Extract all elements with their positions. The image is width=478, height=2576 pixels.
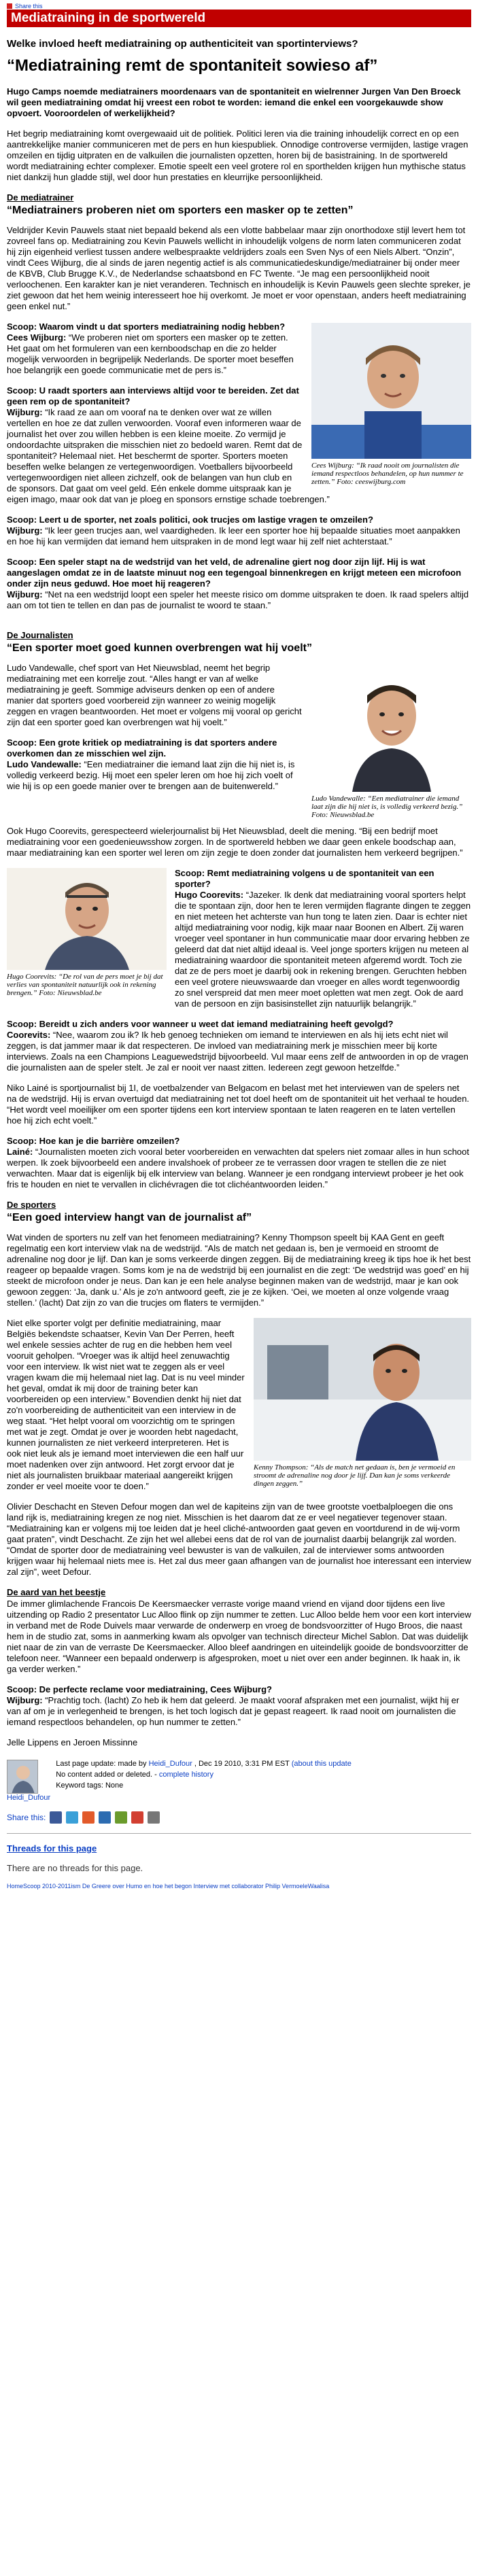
author-avatar-block[interactable]	[7, 1760, 50, 1802]
section-subtitle-sporters: “Een goed interview hangt van de journalist af”	[7, 1212, 252, 1223]
qa-item	[7, 1019, 471, 1073]
question: Scoop: Waarom vindt u dat sporters mediatraining nodig hebben?	[7, 321, 286, 332]
content-change-note: No content added or deleted. -	[56, 1771, 157, 1779]
last-update-label: Last page update: made by	[56, 1760, 147, 1768]
section-title-journalisten: De Journalisten	[7, 630, 73, 640]
portrait-graphic	[311, 323, 471, 459]
portrait-image	[311, 323, 471, 459]
author-link[interactable]: Heidi_Dufour	[148, 1760, 192, 1768]
section-title-beestje: De aard van het beestje	[7, 1587, 106, 1597]
portrait-image	[7, 868, 167, 970]
page-title: Mediatraining in de sportwereld	[7, 10, 471, 27]
portrait-graphic	[311, 663, 471, 792]
answer: “Net na een wedstrijd loopt een speler het meeste risico om domme uitspraken te doen. Ik raad spelers altijd aan om tot tien te tellen en dan pas de journalist te woord te staan.”	[7, 589, 469, 610]
portrait-image	[254, 1318, 471, 1461]
question: Scoop: U raadt sporters aan interviews altijd voor te bereiden. Zet dat geen rem op de spontaniteit?	[7, 385, 299, 406]
speaker: Wijburg:	[7, 525, 43, 536]
email-icon[interactable]	[148, 1811, 160, 1824]
delicious-icon[interactable]	[99, 1811, 111, 1824]
speaker: Hugo Coorevits:	[175, 890, 244, 900]
question: Scoop: Leert u de sporter, net zoals politici, ook trucjes om lastige vragen te omzeilen?	[7, 515, 373, 525]
answer: “Ik leer geen trucjes aan, wel vaardigheden. Ik leer een sporter hoe hij bepaalde situaties moet aanpakken en hoe hij kan vermijden dat iemand hem uitspraken in de mond legt waar hij zelf niet achterstaat.”	[7, 525, 460, 546]
speaker: Wijburg:	[7, 589, 43, 599]
speaker: Lainé:	[7, 1147, 33, 1157]
headline: “Mediatraining remt de spontaniteit sowieso af”	[7, 56, 378, 75]
qa-item	[7, 557, 471, 611]
beestje-para1: De immer glimlachende Francois De Keersmaecker verraste vorige maand vriend en vijand door tijdens een live uitzending op Radio 2 presentator Luc Alloo flink op zijn nummer te zetten. Luc Alloo belde hem voor een kort interview in verband met de Rode Duivels maar verwarde de onderwerp en vroeg de bondsvoorzitter of Hugo Broos, die naast hem in de studio zat, soms in aanmerking kwam als opvolger van technisch directeur Michel Sablon. Dat was duidelijk niet naar de zin van de verraste De Keersmaecker. Alloo bleef aandringen en uiteindelijk gooide de bondsvoorzitter de telefoon neer. “Wanneer een bepaald onderwerp is afgesproken, moet u niet over een ander beginnen. Ik haak in, ik ga verder werken.”	[7, 1599, 471, 1674]
answer: “We proberen niet om sporters een masker op te zetten. Het gaat om het formuleren van een kernboodschap en die zo helder mogelijk verwoorden in begrijpelijk Nederlands. De sporter moet beseffen hoe belangrijk een goede communicatie met de pers is.”	[7, 332, 294, 375]
google-icon[interactable]	[131, 1811, 143, 1824]
speaker: Cees Wijburg:	[7, 332, 67, 343]
sporters-intro: Wat vinden de sporters nu zelf van het fenomeen mediatraining? Kenny Thompson speelt bij KAA Gent en geeft regelmatig een kort interview vlak na de wedstrijd. “Als de match net gedaan is, ben je vermoeid en stroomt de adrenaline nog door je lijf. Dan kan je soms verkeerde dingen zeggen. Bij de mediatraining kreeg ik tips hoe ik het best reageer op bepaalde vragen. Soms kom je na de wedstrijd bij een journalist en die zegt: ‘De wedstrijd was goed’ en hij steekt de microfoon onder je neus. Dan kan je een hele analyse beginnen maken van de wedstrijd, maar je kan ook gewoon zeggen: ‘Ja, dank u.’ Als je zo'n antwoord geeft, zie je ze kijken. ‘Oei, we moeten al onze volgende vraag stellen.’ (lacht) Dat zijn zo van die trucjes om flaters te vermijden.”	[7, 1232, 471, 1308]
section-subtitle-journalisten: “Een sporter moet goed kunnen overbrengen wat hij voelt”	[7, 642, 312, 654]
bottom-nav-links[interactable]: HomeScoop 2010-2011ism De Greere over Humo en hoe het begon Interview met collaborator Philip VermoeleWaalisa	[7, 1883, 330, 1890]
page-update-info	[7, 1760, 471, 1802]
avatar[interactable]	[7, 1760, 38, 1794]
caption-kenny-thompson: Kenny Thompson: “Als de match net gedaan is, ben je vermoeid en stroomt de adrenaline nog door je lijf. Dan kan je soms verkeerde dingen zeggen.”	[254, 1463, 456, 1488]
threads-title[interactable]: Threads for this page	[7, 1843, 97, 1853]
speaker: Ludo Vandewalle:	[7, 759, 82, 769]
facebook-icon[interactable]	[50, 1811, 62, 1824]
no-threads-message: There are no threads for this page.	[7, 1863, 143, 1873]
caption-cees-wijburg: Cees Wijburg: “Ik raad nooit om journalisten die iemand respectloos behandelen, op hun nummer te zetten.” Foto: ceeswijburg.com	[311, 462, 464, 486]
photo-kenny-thompson	[254, 1318, 471, 1488]
qa-item	[7, 1136, 471, 1190]
question: Scoop: Een speler stapt na de wedstrijd van het veld, de adrenaline giert nog door zijn lijf. Hij is wat aangeslagen omdat ze in de laatste minuut nog een tegengoal binnenkregen en krijgt meteen een microfoon onder zijn neus geduwd. Hoe moet hij reageren?	[7, 557, 462, 589]
digg-icon[interactable]	[115, 1811, 127, 1824]
question: Scoop: Remt mediatraining volgens u de spontaniteit van een sporter?	[175, 868, 434, 889]
journalisten-para2: Ook Hugo Coorevits, gerespecteerd wielerjournalist bij Het Nieuwsblad, deelt die mening. “Bij een bedrijf moet mediatraining voor een goedenieuwsshow zorgen. In de sportwereld hebben we daar geen enkele boodschap aan, maar mediatraining kan een sporter wel leren om zijn zegje te doen zonder dat journalisten hem verkeerd begrijpen.”	[7, 826, 463, 858]
sporters-para3: Olivier Deschacht en Steven Defour mogen dan wel de kapiteins zijn van de twee grootste voetbalploegen die ons land rijk is, mediatraining kregen ze nog niet. Misschien is het daarom dat ze er veel negatiever tegenover staan. “Mediatraining kan er volgens mij toe leiden dat je heel cliché-antwoorden gaat geven en voortdurend in de wij-vorm gaat praten”, vindt Deschacht. Ze zijn het wel allebei eens dat de rol van de journalist daarbij belangrijk zal worden. “Omdat de sporter door de mediatraining veel bewuster is van de valkuilen, zal de interviewer soms antwoorden krijgen waar hij helemaal niets mee is. Het zal dus meer gaan afhangen van de journalist hoe interessant een interview zal zijn”, weet Defour.	[7, 1501, 471, 1577]
photo-hugo-coorevits	[7, 868, 167, 997]
subtitle: Welke invloed heeft mediatraining op authenticiteit van sportinterviews?	[7, 38, 358, 50]
question: Scoop: Bereidt u zich anders voor wanneer u weet dat iemand mediatraining heeft gevolgd?	[7, 1019, 394, 1029]
question: Scoop: De perfecte reclame voor mediatraining, Cees Wijburg?	[7, 1684, 272, 1694]
section-title-sporters: De sporters	[7, 1200, 56, 1210]
mediatrainer-intro: Veldrijder Kevin Pauwels staat niet bepaald bekend als een vlotte babbelaar maar zijn onorthodoxe stijl levert hem tot zovreel fans op. Mediatraining zou Kevin Pauwels wellicht in inhoudelijk volgens de norm laten communiceren zodat hij zijn eigenheid verliest tussen andere welbespraakte veldrijders zoals een Sven Nys of een Niels Albert. “Onzin”, vindt Cees Wijburg, die al sinds de jaren negentig actief is als communicatiedeskundige/mediatrainer bij onder meer de KBVB, Club Brugge K.V., de Nederlandse schaatsbond en FC Twente. “Je mag een persoonlijkheid nooit verloochenen. Een karakter kan je niet veranderen. Technisch en inhoudelijk is Kevin Pauwels geen slechte spreker, je ziet gewoon dat het hem weinig interesseert hoe hij overkomt. Je moet er voor openstaan, anders heeft mediatraining geen enkel nut.”	[7, 225, 471, 311]
question: Scoop: Een grote kritiek op mediatraining is dat sporters andere overkomen dan ze misschien wel zijn.	[7, 737, 277, 759]
section-title-mediatrainer: De mediatrainer	[7, 192, 74, 203]
photo-ludo-vandewalle	[311, 663, 471, 819]
answer: “Ik raad ze aan om vooraf na te denken over wat ze willen vertellen en hoe ze dat zullen verwoorden. Vooraf even informeren waar de journalist het over zou willen hebben is een kleine moeite. Zo vermijd je ondoordachte uitspraken die misschien niet zo bedoeld waren. Remt dat de spontaniteit? Helemaal niet. Het beschermt de sporter. Sporters moeten beseffen welke belangen ze vertegenwoordigen. Voetballers bijvoorbeeld vertegenwoordigen niet alleen zichzelf, ook de belangen van hun club en de sponsors. Dat gaat om veel geld. Eén enkele domme uitspraak kan je eigen imago, maar ook dat van je ploeg en sponsors ernstige schade toebrengen.”	[7, 407, 330, 504]
question: Scoop: Hoe kan je die barrière omzeilen?	[7, 1136, 180, 1146]
qa-item	[7, 515, 471, 547]
avatar-icon	[7, 1760, 38, 1794]
update-date: , Dec 19 2010, 3:31 PM EST	[194, 1760, 290, 1768]
portrait-graphic	[7, 868, 167, 970]
caption-hugo-coorevits: Hugo Coorevits: “De rol van de pers moet je bij dat verlies van spontaniteit natuurlijk ook in rekening brengen.” Foto: Nieuwsblad.be	[7, 973, 163, 997]
portrait-graphic	[254, 1318, 471, 1461]
speaker: Coorevits:	[7, 1030, 51, 1040]
journalisten-intro: Ludo Vandewalle, chef sport van Het Nieuwsblad, neemt het begrip mediatraining met een korrelje zout. “Alles hangt er van af welke mediatraining je geeft. Sommige adviseurs denken op een of andere manier dat sporters goed voorbereid zijn wanneer zo weinig mogelijk zeggen en vragen beantwoorden. Het moet er volgens mij vooral op gericht zijn dat een sporter goed kan overbrengen wat hij voelt.”	[7, 663, 302, 727]
update-details	[56, 1760, 352, 1802]
answer: “Jazeker. Ik denk dat mediatraining vooral sporters helpt die te spontaan zijn, door hen te leren vermijden flagrante dingen te zeggen en niet meteen het achterste van hun tong te laten zien. Daar is echter niet altijd mediatraining voor nodig, kijk maar naar Boonen en Albert. Zij waren vroeger veel spontaner in hun communicatie maar door ervaring hebben ze geleerd dat dat niet altijd ideaal is. Veel jonge sporters krijgen nu meteen al mediatraining waardoor die spontaniteit meteen afgeremd wordt. Toch zie dat ze de pers moet je daarbij ook in rekening brengen. Geruchten hebben een veel grotere nieuwswaarde dan vroeger en alles wordt tegenwoordig zo snel verspreid dat men meer moet opletten wat men zegt. Ook de aard van de persoon en zijn basisinstellet zijn natuurlijk belangrijk.”	[175, 890, 471, 1009]
journalisten-para3: Niko Lainé is sportjournalist bij 1I, de voetbalzender van Belgacom en belast met het interviewen van de spelers net na de wedstrijd. Hij is ervan overtuigd dat mediatraining net tot doel heeft om de spontaniteit uit het verhaal te houden. “Het wordt veel moeilijker om een sporter tijdens een kort interview spontaan te laten reageren en te laten vertellen hoe hij zich echt voelt.”	[7, 1083, 470, 1126]
section-subtitle-mediatrainer: “Mediatrainers proberen niet om sporters een masker op te zetten”	[7, 205, 354, 216]
avatar-name-link[interactable]: Heidi_Dufour	[7, 1794, 51, 1802]
lead-paragraph: Hugo Camps noemde mediatrainers moordenaars van de spontaniteit en wielrenner Jurgen Van Den Broeck wil geen mediatraining omdat hij vreest een robot te worden: iemand die enkel een voorgekauwde show opvoert. Vooroordelen of werkelijkheid?	[7, 86, 461, 118]
sporters-para2: Niet elke sporter volgt per definitie mediatraining, maar Belgiës bekendste schaatser, Kevin Van Der Perren, heeft wel enkele sessies achter de rug en die hebben hem veel vooruit geholpen. “Vroeger was ik altijd heel zenuwachtig voor een interview. Ik wist niet wat te zeggen als er veel vragen kwam die mij helemaal niet lag. Dat is nu veel minder het geval, omdat ik mij door de training beter kan voorbereiden op een interview.” Bovendien denkt hij niet dat zo'n voorbereiding de authenticiteit van een interview in de weg staat. “Het helpt vooral om voorzichtig om te springen met wat je zegt. Omdat je over je woorden hebt nagedacht, kunnen journalisten ze niet verkeerd interpreteren. Het is ook niet leuk als je iemand moet interviewen die een half uur moet nadenken over zijn antwoord. Het zorgt ervoor dat je niet als journalisten bruikbaar materiaal aangereikt krijgen zonder er veel moeite voor te doen.”	[7, 1318, 245, 1491]
speaker: Wijburg:	[7, 1695, 43, 1705]
share-icon	[7, 3, 12, 9]
share-top-link[interactable]: Share this	[15, 3, 43, 10]
twitter-icon[interactable]	[66, 1811, 78, 1824]
answer: “Nee, waarom zou ik? Ik heb genoeg technieken om iemand te interviewen en als hij iets echt niet wil zeggen, is dat jammer maar ik dat respecteren. De invloed van mediatraining merk je misschien meer bij korte interviews. Zoals na een Champions Leaguewedstrijd bijvoorbeeld. Vul maar eens zelf de antwoorden in op de vragen die journalisten aan de speler stelt. Je zal er nooit ver naast zitten. Iedereen zegt gewoon hetzelfde.”	[7, 1030, 468, 1073]
portrait-image	[311, 663, 471, 792]
speaker: Wijburg:	[7, 407, 43, 417]
about-update-link[interactable]: (about this update	[291, 1760, 352, 1768]
answer: “Een mediatrainer die iemand laat zijn die hij niet is, is volledig verkeerd bezig. Hij moet een speler leren om hoe hij zich voelt of wie hij is op een goede manier over te brengen aan de buitenwereld.”	[7, 759, 295, 791]
qa-item	[7, 1684, 471, 1728]
photo-cees-wijburg	[311, 323, 471, 486]
share-row	[7, 1811, 471, 1824]
share-top[interactable]	[7, 0, 471, 10]
caption-ludo-vandewalle: Ludo Vandewalle: “Een mediatrainer die iemand laat zijn die hij niet is, is volledig verkeerd bezig.” Foto: Nieuwsblad.be	[311, 795, 463, 819]
intro-paragraph: Het begrip mediatraining komt overgewaaid uit de politiek. Politici leren via die training inhoudelijk correct en op een aantrekkelijke manier communiceren met de pers en hun kiespubliek. Onnodige controverse vermijden, lastige vragen omzeilen en tijdig uitpraten en de valkuilen die journalisten opzetten, horen bij de basistraining. In de sportwereld wordt mediatraining echter complexer. Emotie speelt een veel grotere rol en sporthelden krijgen hun mythische status niet dankzij hun gladde stijl, wel door hun prestaties en kleurrijke persoonlijkheid.	[7, 128, 468, 182]
keyword-tags: Keyword tags: None	[56, 1781, 124, 1790]
answer: “Prachtig toch. (lacht) Zo heb ik hem dat geleerd. Je maakt vooraf afspraken met een journalist, wijkt hij er van af om je in verlegenheid te brengen, is het toch logisch dat je gepast reageert. Ik raad nooit om journalisten die iemand respectloos behandelen, op hun nummer te zetten.”	[7, 1695, 460, 1727]
stumbleupon-icon[interactable]	[82, 1811, 95, 1824]
divider	[7, 1833, 471, 1834]
answer: “Journalisten moeten zich vooral beter voorbereiden en verwachten dat spelers niet zomaar alles in hun schoot werpen. Ik zoek bijvoorbeeld een andere invalshoek of probeer ze te verrassen door vragen te stellen die ze niet verwachten. Maar dat is eigenlijk bij elk interview van belang. Wanneer je een rondgang interviewt probeer je het ook fris te houden en niet te vervallen in clichévragen die tot clichéantwoorden leiden.”	[7, 1147, 470, 1189]
complete-history-link[interactable]: complete history	[158, 1771, 214, 1779]
share-label: Share this:	[7, 1813, 46, 1822]
byline: Jelle Lippens en Jeroen Missinne	[7, 1737, 138, 1747]
